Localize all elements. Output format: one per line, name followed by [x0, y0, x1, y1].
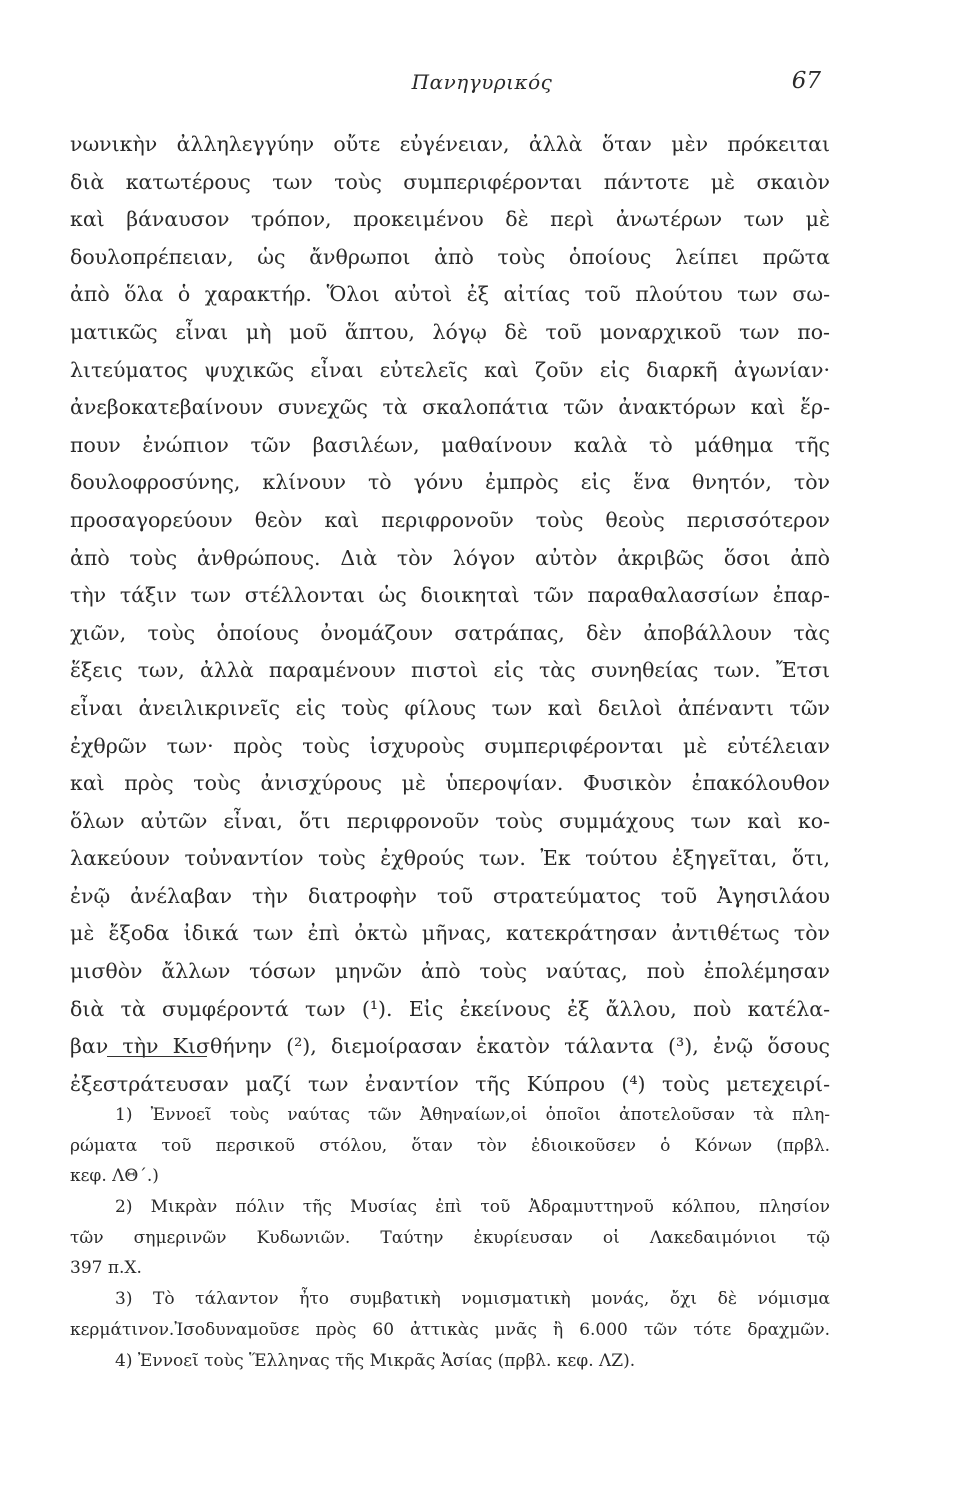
text-line: μισθὸν ἄλλων τόσων μηνῶν ἀπὸ τοὺς ναύτας, ποὺ ἐπολέμησαν: [70, 959, 830, 984]
text-line: ἐχθρῶν των· πρὸς τοὺς ἰσχυροὺς συμπεριφέρονται μὲ εὐτέλειαν: [70, 733, 830, 758]
text-line: ἀνεβοκατεβαίνουν συνεχῶς τὰ σκαλοπάτια τῶν ἀνακτόρων καὶ ἕρ-: [70, 395, 830, 420]
footnote-4-line: 4) Ἐννοεῖ τοὺς Ἕλληνας τῆς Μικρᾶς Ἀσίας (πρβλ. κεφ. ΛΖ).: [115, 1350, 636, 1371]
text-line: ἀπὸ ὅλα ὁ χαρακτήρ. Ὅλοι αὐτοὶ ἐξ αἰτίας τοῦ πλούτου των σω-: [70, 282, 830, 307]
text-line: διὰ τὰ συμφέροντά των (¹). Εἰς ἐκείνους ἐξ ἄλλου, ποὺ κατέλα-: [70, 996, 830, 1021]
text-line: καὶ βάναυσον τρόπον, προκειμένου δὲ περὶ ἀνωτέρων των μὲ: [70, 207, 830, 232]
footnote-2-line: 397 π.Χ.: [70, 1258, 142, 1279]
text-line: δουλοφροσύνης, κλίνουν τὸ γόνυ ἐμπρὸς εἰς ἕνα θνητόν, τὸν: [70, 470, 830, 495]
running-title: Πανηγυρικός: [411, 70, 553, 94]
footnote-1-line: ρώματα τοῦ περσικοῦ στόλου, ὅταν τὸν ἐδιοικοῦσεν ὁ Κόνων (πρβλ.: [70, 1135, 830, 1156]
text-line: ἐξεστράτευσαν μαζί των ἐναντίον τῆς Κύπρου (⁴) τοὺς μετεχειρί-: [70, 1071, 830, 1096]
text-line: ἀπὸ τοὺς ἀνθρώπους. Διὰ τὸν λόγον αὐτὸν ἀκριβῶς ὅσοι ἀπὸ: [70, 545, 830, 570]
text-line: λιτεύματος ψυχικῶς εἶναι εὐτελεῖς καὶ ζοῦν εἰς διαρκῆ ἀγωνίαν·: [70, 357, 830, 382]
text-line: δουλοπρέπειαν, ὡς ἄνθρωποι ἀπὸ τοὺς ὁποίους λείπει πρῶτα: [70, 244, 830, 269]
footnote-2-line: τῶν σημερινῶν Κυδωνιῶν. Ταύτην ἐκυρίευσαν οἱ Λακεδαιμόνιοι τῷ: [70, 1227, 830, 1248]
footnote-1-line: κεφ. ΛΘ΄.): [70, 1166, 159, 1187]
text-line: ἕξεις των, ἀλλὰ παραμένουν πιστοὶ εἰς τὰς συνηθείας των. Ἔτσι: [70, 658, 830, 683]
text-line: ὅλων αὐτῶν εἶναι, ὅτι περιφρονοῦν τοὺς συμμάχους των καὶ κο-: [70, 808, 830, 833]
footnote-3-line: 3) Τὸ τάλαντον ἦτο συμβατικὴ νομισματικὴ μονάς, ὄχι δὲ νόμισμα: [115, 1289, 830, 1310]
text-line: καὶ πρὸς τοὺς ἀνισχύρους μὲ ὑπεροψίαν. Φυσικὸν ἐπακόλουθον: [70, 771, 830, 796]
footnote-3-line: κερμάτινον.Ἰσοδυναμοῦσε πρὸς 60 ἀττικὰς μνᾶς ἢ 6.000 τῶν τότε δραχμῶν.: [70, 1319, 830, 1340]
text-line: χιῶν, τοὺς ὁποίους ὀνομάζουν σατράπας, δὲν ἀποβάλλουν τὰς: [70, 620, 830, 645]
page-number: 67: [791, 68, 821, 94]
text-line: μὲ ἔξοδα ἰδικά των ἐπὶ ὀκτὼ μῆνας, κατεκράτησαν ἀντιθέτως τὸν: [70, 921, 830, 946]
footnote-separator: [107, 1056, 207, 1057]
text-line: εἶναι ἀνειλικρινεῖς εἰς τοὺς φίλους των καὶ δειλοὶ ἀπέναντι τῶν: [70, 695, 830, 720]
footnote-2-line: 2) Μικρὰν πόλιν τῆς Μυσίας ἐπὶ τοῦ Ἀδραμυττηνοῦ κόλπου, πλησίον: [115, 1197, 830, 1218]
text-line: νωνικὴν ἀλληλεγγύην οὔτε εὐγένειαν, ἀλλὰ ὅταν μὲν πρόκειται: [70, 132, 830, 156]
text-line: προσαγορεύουν θεὸν καὶ περιφρονοῦν τοὺς θεοὺς περισσότερον: [70, 507, 830, 532]
main-text: [70, 126, 830, 1103]
footnotes: [70, 1100, 830, 1376]
text-line: λακεύουν τοὐναντίον τοὺς ἐχθρούς των. Ἐκ τούτου ἐξηγεῖται, ὅτι,: [70, 846, 830, 871]
text-line: τὴν τάξιν των στέλλονται ὡς διοικηταὶ τῶν παραθαλασσίων ἐπαρ-: [70, 583, 830, 608]
text-line: πουν ἐνώπιον τῶν βασιλέων, μαθαίνουν καλὰ τὸ μάθημα τῆς: [70, 432, 830, 457]
text-line: ἐνῷ ἀνέλαβαν τὴν διατροφὴν τοῦ στρατεύματος τοῦ Ἀγησιλάου: [70, 883, 830, 908]
text-line: διὰ κατωτέρους των τοὺς συμπεριφέρονται πάντοτε μὲ σκαιὸν: [70, 169, 830, 194]
footnote-1-line: 1) Ἐννοεῖ τοὺς ναύτας τῶν Ἀθηναίων,οἱ ὁποῖοι ἀποτελοῦσαν τὰ πλη-: [115, 1105, 830, 1125]
text-line: ματικῶς εἶναι μὴ μοῦ ἅπτου, λόγῳ δὲ τοῦ μοναρχικοῦ των πο-: [70, 319, 830, 344]
text-line: βαν τὴν Κισθήνην (²), διεμοίρασαν ἑκατὸν τάλαντα (³), ἐνῷ ὅσους: [70, 1034, 830, 1059]
